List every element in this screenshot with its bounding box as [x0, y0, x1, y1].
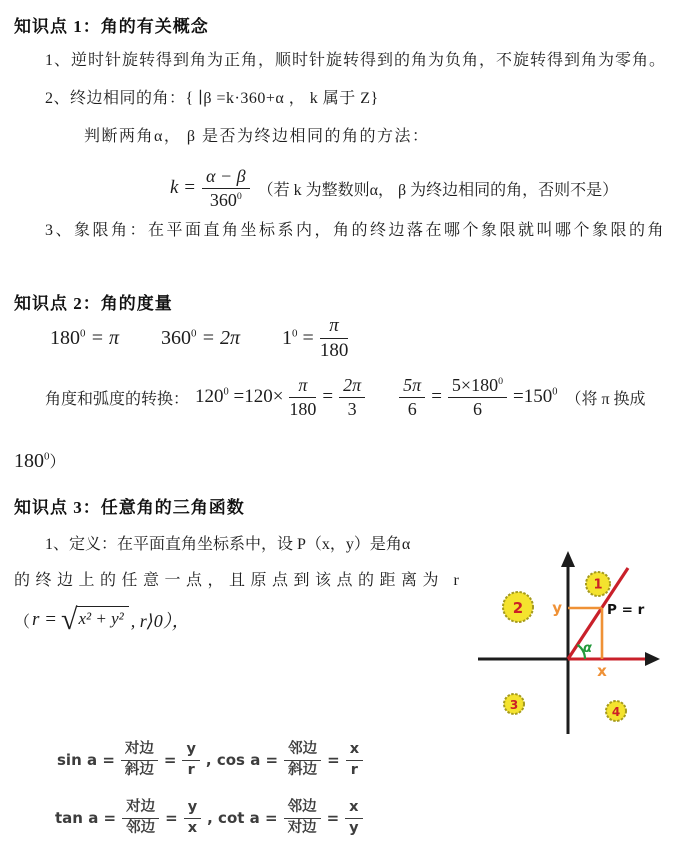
eq-1deg-lhs [282, 327, 314, 350]
cos-frac-xr-num: x [346, 741, 363, 760]
cos-equals: = [327, 751, 340, 769]
conv-120-f1n: π [289, 375, 316, 398]
cos-frac-xr [346, 741, 363, 779]
conv-120-f2d: 3 [347, 398, 357, 419]
sin-frac-cn-den: 斜边 [124, 761, 154, 778]
conv-5pi6-frac1 [399, 375, 425, 419]
eq-180 [50, 327, 119, 350]
r-formula-tail: , r⟩0）， [130, 611, 190, 631]
cot-frac-xy [345, 799, 362, 837]
section1-item3: 3、象限角：在平面直角坐标系内，角的终边落在哪个象限就叫哪个象限的角 [45, 222, 667, 239]
section3-def-line2: 的终边上的任意一点，且原点到该点的距离为 r [14, 572, 465, 589]
eq-1deg-sup: 0 [292, 326, 298, 339]
eq-1deg-fraction [320, 315, 349, 362]
conv-120-mid: =120× [233, 386, 284, 407]
sin-cos-formula [57, 737, 363, 783]
cos-frac-cn-num: 邻边 [284, 741, 321, 760]
tan-equals: = [165, 809, 178, 827]
conversion-note: （将 π 换成 [565, 390, 646, 408]
eq-360-base: 360 [161, 326, 192, 349]
conv-120-lhs [195, 386, 283, 408]
conv-5pi6-rhs-sup: 0 [552, 386, 558, 398]
eq-1deg [282, 315, 348, 362]
section2-title: 知识点 2：角的度量 [14, 294, 173, 313]
tan-cot-formula [55, 794, 363, 842]
radical-sign: √ [60, 602, 78, 636]
cot-frac-xy-num: x [345, 799, 362, 818]
tan-frac-cn-den: 邻边 [126, 819, 156, 836]
conv-120-sup: 0 [223, 386, 229, 398]
radicand: x² + y² [77, 606, 128, 629]
eq-360 [161, 327, 240, 350]
cos-frac-xr-den: r [350, 761, 358, 778]
cot-frac-xy-den: y [349, 819, 359, 836]
conversion-eq-5pi6 [399, 375, 557, 419]
cos-frac-cn [284, 741, 321, 779]
r-formula [14, 597, 190, 643]
sin-frac-yr-num: y [182, 741, 199, 760]
formula-k-den-sup: 0 [236, 190, 242, 202]
cot-lhs: , cot a = [207, 809, 278, 827]
cos-lhs: , cos a = [205, 751, 279, 769]
r-formula-lhs: r = [32, 609, 57, 630]
conv-5pi6-f2n-base: 5×180 [451, 374, 499, 395]
conv-5pi6-f1n: 5π [399, 375, 425, 398]
cos-frac-cn-den: 斜边 [288, 761, 318, 778]
formula-k-lhs: k = [170, 177, 197, 198]
quadrant-badge-2 [503, 592, 533, 622]
x-axis-arrow-icon [645, 652, 660, 666]
tan-frac-yx-num: y [184, 799, 201, 818]
sin-frac-yr [182, 741, 199, 779]
badge-1-number: 1 [593, 577, 603, 593]
conv-5pi6-f2d: 6 [472, 398, 482, 419]
conv-5pi6-rhs [513, 386, 557, 408]
conversion-continuation [14, 449, 66, 473]
eq-1deg-num: π [320, 315, 349, 339]
conv-5pi6-f2n-sup: 0 [498, 375, 504, 387]
section1-method-line: 判断两角α， β 是否为终边相同的角的方法： [84, 128, 430, 145]
eq-360-sup: 0 [191, 326, 197, 339]
eq-1deg-den: 180 [319, 339, 349, 361]
tan-frac-yx [184, 799, 201, 837]
sin-lhs: sin a = [57, 751, 115, 769]
badge-3-number: 3 [509, 698, 519, 712]
tan-frac-yx-den: x [187, 819, 198, 836]
formula-k-denominator [202, 189, 250, 211]
formula-k-note: （若 k 为整数则α， β 为终边相同的角，否则不是） [257, 181, 619, 199]
formula-k-fraction [202, 166, 250, 210]
cot-frac-cn-den: 对边 [287, 819, 317, 836]
badge-2-number: 2 [512, 599, 524, 617]
point-p-label: P = r [607, 602, 645, 618]
conversion-label: 角度和弧度的转换： [45, 390, 190, 408]
x-coordinate-label: x [597, 662, 607, 680]
tan-frac-cn-num: 对边 [122, 799, 159, 818]
eq-1deg-base: 1 [282, 326, 293, 349]
r-formula-open: （ [14, 613, 31, 631]
tan-frac-cn [122, 799, 159, 837]
quadrant-badge-1 [586, 572, 610, 596]
r-formula-sqrt [60, 602, 129, 636]
section1-item2: 2、终边相同的角：{ ∣β =k·360+α ， k 属于 Z} [45, 90, 379, 107]
quadrant-diagram [455, 548, 695, 748]
sin-frac-yr-den: r [187, 761, 195, 778]
section3-title: 知识点 3：任意角的三角函数 [14, 498, 245, 517]
degree-radian-identities [50, 312, 348, 364]
eq-180-rhs: = π [90, 326, 120, 349]
conv-120-base: 120 [195, 386, 224, 407]
formula-k [170, 160, 618, 216]
sin-frac-cn-num: 对边 [121, 741, 158, 760]
cot-frac-cn [284, 799, 321, 837]
cot-frac-cn-num: 邻边 [284, 799, 321, 818]
tan-lhs: tan a = [55, 809, 117, 827]
conv-5pi6-frac2 [448, 375, 507, 419]
conversion-line [45, 368, 646, 426]
conv-5pi6-f2n [448, 375, 507, 398]
section1-item1: 1、逆时针旋转得到角为正角，顺时针旋转得到的角为负角，不旋转得到角为零角。 [45, 52, 667, 69]
eq-180-base: 180 [50, 326, 80, 349]
conv-5pi6-f1d: 6 [407, 398, 417, 419]
cont-close: ） [49, 454, 66, 471]
conv-120-f1d: 180 [289, 398, 317, 419]
conversion-eq-120 [195, 375, 365, 419]
section1-title: 知识点 1：角的有关概念 [14, 17, 209, 36]
section3-def-line1: 1、定义：在平面直角坐标系中，设 P（x，y）是角α [45, 536, 411, 553]
conv-5pi6-equals: = [431, 386, 442, 407]
cont-sup: 0 [44, 450, 50, 463]
cont-base: 180 [14, 450, 44, 472]
badge-4-number: 4 [611, 705, 621, 719]
conv-120-f2n: 2π [339, 375, 365, 398]
eq-180-sup: 0 [80, 326, 86, 339]
sin-frac-cn [121, 741, 158, 779]
conv-120-frac2 [339, 375, 365, 419]
eq-360-rhs: = 2π [201, 326, 241, 349]
conv-5pi6-rhs-base: =150 [513, 386, 553, 407]
alpha-label: α [583, 641, 592, 656]
eq-1deg-equals: = [302, 326, 314, 349]
formula-k-den-base: 360 [209, 189, 237, 210]
sin-equals: = [163, 751, 177, 769]
quadrant-badge-3 [504, 694, 524, 714]
conv-120-frac1 [289, 375, 316, 419]
quadrant-badge-4 [606, 701, 626, 721]
conv-120-equals: = [322, 386, 334, 407]
y-coordinate-label: y [552, 599, 562, 617]
cot-equals: = [326, 809, 340, 827]
formula-k-numerator: α − β [202, 166, 250, 189]
